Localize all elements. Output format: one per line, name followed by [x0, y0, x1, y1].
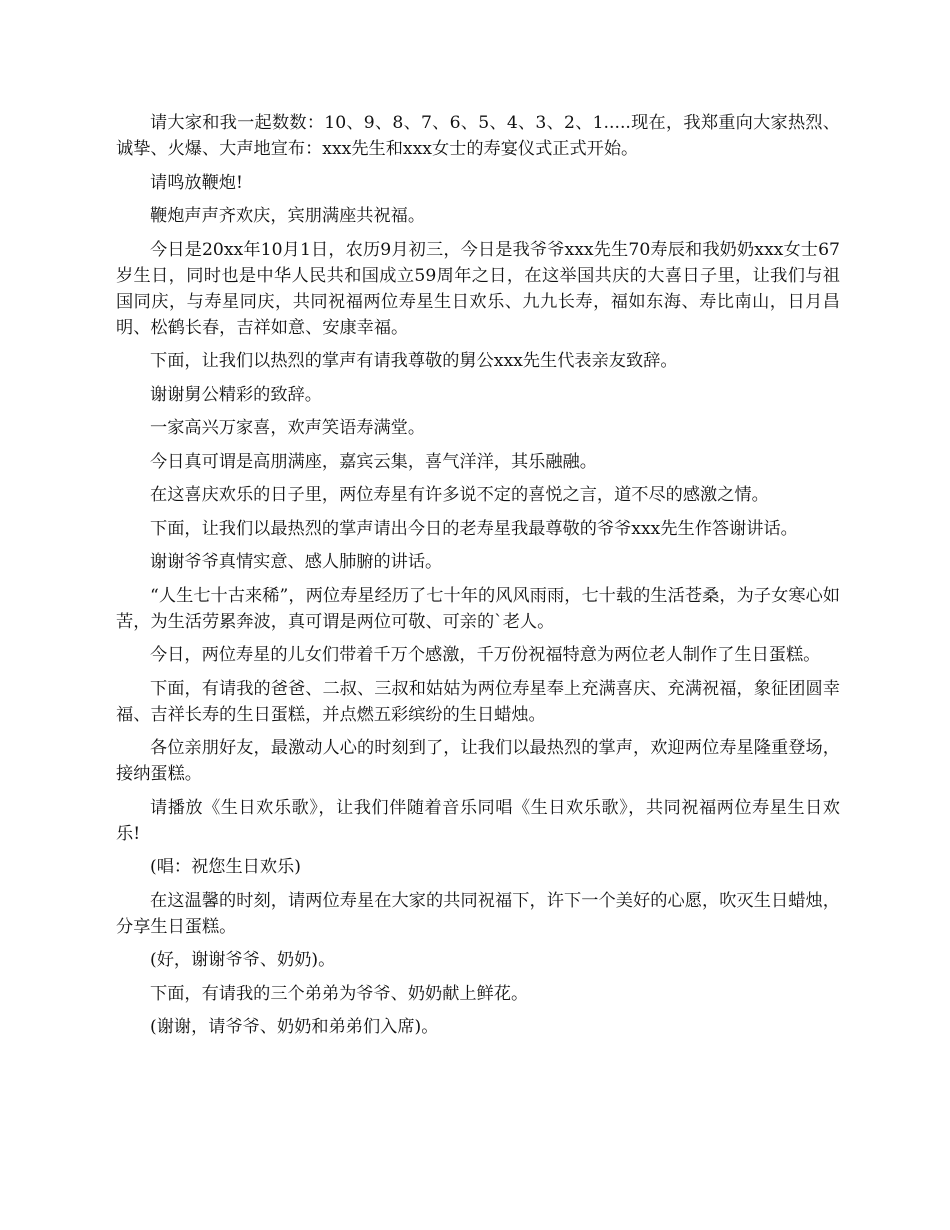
paragraph-make-wish: 在这温馨的时刻，请两位寿星在大家的共同祝福下，许下一个美好的心愿，吹灭生日蜡烛，分享生日蛋糕。	[116, 890, 840, 937]
paragraph-birthday-song: 请播放《生日欢乐歌》，让我们伴随着音乐同唱《生日欢乐歌》，共同祝福两位寿星生日欢乐!	[116, 797, 840, 844]
document-body	[116, 110, 840, 1048]
paragraph-family-joy: 一家高兴万家喜，欢声笑语寿满堂。	[150, 418, 426, 438]
paragraph-invite-speech: 下面，让我们以热烈的掌声有请我尊敬的舅公xxx先生代表亲友致辞。	[150, 351, 678, 371]
paragraph-cake-made: 今日，两位寿星的儿女们带着千万个感激，千万份祝福特意为两位老人制作了生日蛋糕。	[150, 645, 821, 665]
paragraph-be-seated: (谢谢，请爷爷、奶奶和弟弟们入席)。	[150, 1017, 439, 1037]
paragraph-firecrackers: 请鸣放鞭炮!	[150, 172, 243, 193]
paragraph-welcome-stars: 各位亲朋好友，最激动人心的时刻到了，让我们以最热烈的掌声，欢迎两位寿星隆重登场，接纳蛋糕。	[116, 738, 840, 784]
paragraph-thanks-grandparents: (好，谢谢爷爷、奶奶)。	[150, 950, 336, 970]
paragraph-guests: 今日真可谓是高朋满座，嘉宾云集，喜气洋洋，其乐融融。	[150, 451, 597, 472]
paragraph-present-cake: 下面，有请我的爸爸、二叔、三叔和姑姑为两位寿星奉上充满喜庆、充满祝福，象征团圆幸福、吉祥长寿的生日蛋糕，并点燃五彩缤纷的生日蜡烛。	[116, 678, 840, 725]
paragraph-seventy-years: “人生七十古来稀”，两位寿星经历了七十年的风风雨雨，七十载的生活苍桑，为子女寒心如苦，为生活劳累奔波，真可谓是两位可敬、可亲的`老人。	[116, 585, 840, 632]
paragraph-grandfather-speech: 下面，让我们以最热烈的掌声请出今日的老寿星我最尊敬的爷爷xxx先生作答谢讲话。	[150, 518, 798, 539]
paragraph-countdown: 请大家和我一起数数：10、9、8、7、6、5、4、3、2、1.....现在，我郑重向大家热烈、诚挚、火爆、大声地宣布：xxx先生和xxx女士的寿宴仪式正式开始。	[116, 113, 840, 159]
paragraph-gratitude: 在这喜庆欢乐的日子里，两位寿星有许多说不定的喜悦之言，道不尽的感激之情。	[150, 485, 769, 505]
paragraph-sing: (唱：祝您生日欢乐)	[150, 857, 301, 877]
paragraph-thanks-grandfather: 谢谢爷爷真情实意、感人肺腑的讲话。	[150, 552, 443, 572]
paragraph-date-blessing: 今日是20xx年10月1日，农历9月初三，今日是我爷爷xxx先生70寿辰和我奶奶xxx女士67岁生日，同时也是中华人民共和国成立59周年之日，在这举国共庆的大喜日子里，让我们与祖国同庆，与寿星同庆，共同祝福两位寿星生日欢乐、九九长寿，福如东海、寿比南山，日月昌明、松鹤长春，吉祥如意、安康幸福。	[116, 239, 840, 338]
paragraph-celebration: 鞭炮声声齐欢庆，宾朋满座共祝福。	[150, 206, 426, 226]
paragraph-flowers: 下面，有请我的三个弟弟为爷爷、奶奶献上鲜花。	[150, 983, 529, 1004]
paragraph-thanks-speech: 谢谢舅公精彩的致辞。	[150, 384, 322, 405]
